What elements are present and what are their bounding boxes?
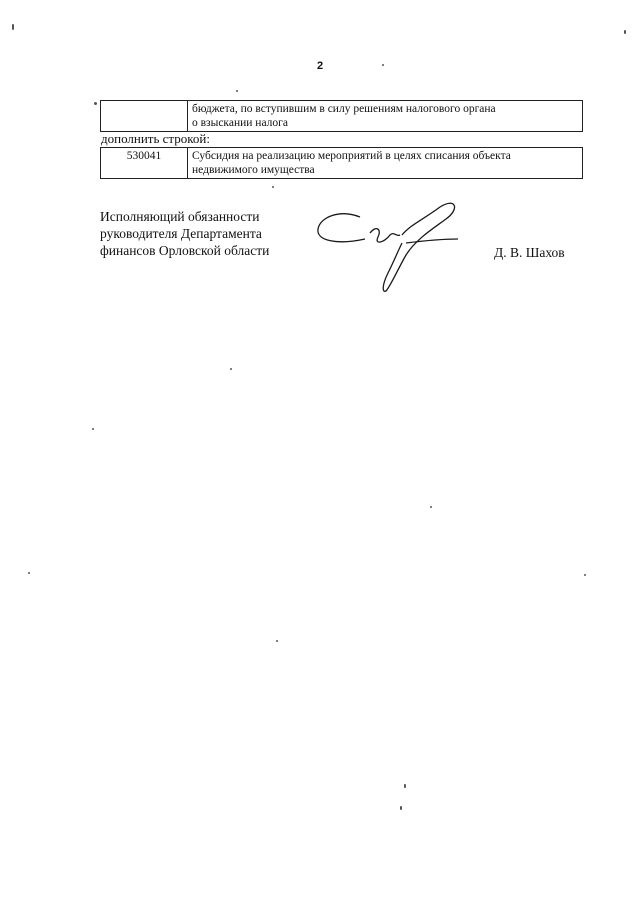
budget-table-top [100,100,583,132]
signatory-title-line: руководителя Департамента [100,226,262,241]
scan-speck [584,574,586,576]
signer-name: Д. В. Шахов [494,245,565,260]
scan-speck [12,24,14,30]
description-cell [188,101,583,132]
scan-speck [276,640,278,642]
signatory-title-line: Исполняющий обязанности [100,209,260,224]
budget-table-bottom [100,147,583,179]
description-line: Субсидия на реализацию мероприятий в целях списания объекта [192,150,511,162]
scan-speck [382,64,384,66]
scan-speck [94,102,97,105]
description-line: бюджета, по вступившим в силу решениям налогового органа [192,103,496,115]
scan-speck [236,90,238,92]
description-cell [188,148,583,179]
code-cell: 530041 [101,148,188,179]
signatory-title-line: финансов Орловской области [100,243,270,258]
signatory-title [100,208,269,259]
scan-speck [400,806,402,810]
scan-speck [430,506,432,508]
scan-speck [624,30,626,34]
add-line-label: дополнить строкой: [101,131,210,146]
page-number: 2 [316,60,324,72]
scan-speck [230,368,232,370]
description-line: недвижимого имущества [192,164,315,176]
scan-speck [272,186,274,188]
scan-speck [92,428,94,430]
table-row [101,148,583,179]
code-cell [101,101,188,132]
scan-speck [404,784,406,788]
scan-speck [28,572,30,574]
table-row [101,101,583,132]
handwritten-signature [310,195,470,295]
description-line: о взыскании налога [192,117,288,129]
